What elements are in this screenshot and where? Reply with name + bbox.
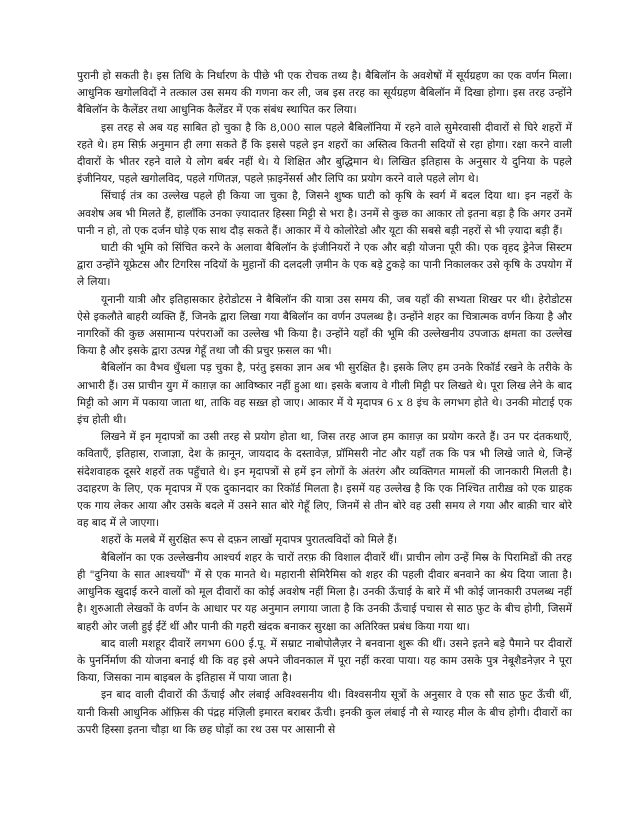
paragraph-4: घाटी की भूमि को सिंचित करने के अलावा बैबिलॉन के इंजीनियरों ने एक और बड़ी योजना पूरी की। एक वृहद ड्रेनेज सिस्टम द्वारा उन्होंने यूफ्रेटस और टिगरिस नदियों के मुहानों की दलदली ज़मीन के एक बड़े टुकड़े का पानी निकालकर उसे कृषि के उपयोग में ले लिया। [77,242,572,289]
paragraph-3: सिंचाई तंत्र का उल्लेख पहले ही किया जा चुका है, जिसने शुष्क घाटी को कृषि के स्वर्ग में बदल दिया था। इन नहरों के अवशेष अब भी मिलते हैं, हालाँकि उनका ज़्यादातर हिस्सा मिट्टी से भरा है। उनमें से कुछ का आकार तो इतना बड़ा है कि अगर उनमें पानी न हो, तो एक दर्जन घोड़े एक साथ दौड़ सकते हैं। आकार में ये कोलोरेडो और यूटा की सबसे बड़ी नहरों से भी ज़्यादा बड़ी हैं। [77,190,572,237]
paragraph-8: शहरों के मलबे में सुरक्षित रूप से दफ़न लाखों मृदापत्र पुरातत्वविदों को मिले हैं। [101,534,398,547]
paragraph-7: लिखने में इन मृदापत्रों का उसी तरह से प्रयोग होता था, जिस तरह आज हम काग़ज़ का प्रयोग करते हैं। उन पर दंतकथाएँ, कविताएँ, इतिहास, राजाज्ञा, देश के क़ानून, जायदाद के दस्तावेज़, प्रॉमिसरी नोट और यहाँ तक कि पत्र भी लिखे जाते थे, जिन्हें संदेशवाहक दूसरे शहरों तक पहुँचाते थे। इन मृदापत्रों से हमें इन लोगों के अंतरंग और व्यक्तिगत मामलों की जानकारी मिलती है। उदाहरण के लिए, एक मृदापत्र में एक दुकानदार का रिकॉर्ड मिलता है। इसमें यह उल्लेख है कि एक निश्चित तारीख़ को एक ग्राहक एक गाय लेकर आया और उसके बदले में उसने सात बोरे गेहूँ लिए, जिनमें से तीन बोरे वह उसी समय ले गया और बाक़ी चार बोरे वह बाद में ले जाएगा। [77,431,572,530]
paragraph-9: बैबिलॉन का एक उल्लेखनीय आश्चर्य शहर के चारों तरफ़ की विशाल दीवारें थीं। प्राचीन लोग उन्हें मिस्र के पिरामिडों की तरह ही "दुनिया के सात आश्चर्यों" में से एक मानते थे। महारानी सेमिरैमिस को शहर की पहली दीवार बनवाने का श्रेय दिया जाता है। आधुनिक खुदाई करने वालों को मूल दीवारों का कोई अवशेष नहीं मिला है। उनकी ऊँचाई के बारे में भी कोई जानकारी उपलब्ध नहीं है। शुरुआती लेखकों के वर्णन के आधार पर यह अनुमान लगाया जाता है कि उनकी ऊँचाई पचास से साठ फ़ुट के बीच होगी, जिसमें बाहरी ओर जली हुई ईंटें थीं और पानी की गहरी खंदक बनाकर सुरक्षा का अतिरिक्त प्रबंध किया गया था। [77,551,572,633]
paragraph-1: पुरानी हो सकती है। इस तिथि के निर्धारण के पीछे भी एक रोचक तथ्य है। बैबिलॉन के अवशेषों में सूर्यग्रहण का एक वर्णन मिला। आधुनिक खगोलविदों ने तत्काल उस समय की गणना कर ली, जब इस तरह का सूर्यग्रहण बैबिलॉन में दिखा होगा। इस तरह उन्होंने बैबिलॉन के कैलेंडर तथा आधुनिक कैलेंडर में एक संबंध स्थापित कर लिया। [77,70,572,117]
paragraph-5: यूनानी यात्री और इतिहासकार हेरोडोटस ने बैबिलॉन की यात्रा उस समय की, जब यहाँ की सभ्यता शिखर पर थी। हेरोडोटस ऐसे इकलौते बाहरी व्यक्ति हैं, जिनके द्वारा लिखा गया बैबिलॉन का वर्णन उपलब्ध है। उन्होंने शहर का चित्रात्मक वर्णन किया है और नागरिकों की कुछ असामान्य परंपराओं का उल्लेख भी किया है। उन्होंने यहाँ की भूमि की उल्लेखनीय उपजाऊ क्षमता का उल्लेख किया है और इसके द्वारा उत्पन्न गेहूँ तथा जौ की प्रचुर फ़सल का भी। [77,293,572,358]
paragraph-6: बैबिलॉन का वैभव धुँधला पड़ चुका है, परंतु इसका ज्ञान अब भी सुरक्षित है। इसके लिए हम उनके रिकॉर्ड रखने के तरीके के आभारी हैं। उस प्राचीन युग में काग़ज़ का आविष्कार नहीं हुआ था। इसके बजाय वे गीली मिट्टी पर लिखते थे। पूरा लिख लेने के बाद मिट्टी को आग में पकाया जाता था, ताकि वह सख़्त हो जाए। आकार में ये मृदापत्र 6 x 8 इंच के लगभग होते थे। उनकी मोटाई एक इंच होती थी। [77,362,572,427]
paragraph-2: इस तरह से अब यह साबित हो चुका है कि 8,000 साल पहले बैबिलॉनिया में रहने वाले सुमेरवासी दीवारों से घिरे शहरों में रहते थे। हम सिर्फ़ अनुमान ही लगा सकते हैं कि इससे पहले इन शहरों का अस्तित्व कितनी सदियों से रहा होगा। रक्षा करने वाली दीवारों के भीतर रहने वाले ये लोग बर्बर नहीं थे। ये शिक्षित और बुद्धिमान थे। लिखित इतिहास के अनुसार ये दुनिया के पहले इंजीनियर, पहले खगोलविद, पहले गणितज्ञ, पहले फ़ाइनेंसर्स और लिपि का प्रयोग करने वाले पहले लोग थे। [77,121,572,186]
paragraph-11: इन बाद वाली दीवारों की ऊँचाई और लंबाई अविश्वसनीय थी। विश्वसनीय सूत्रों के अनुसार वे एक सौ साठ फ़ुट ऊँची थीं, यानी किसी आधुनिक ऑफ़िस की पंद्रह मंज़िली इमारत बराबर ऊँची। इनकी कुल लंबाई नौ से ग्यारह मील के बीच होगी। दीवारों का ऊपरी हिस्सा इतना चौड़ा था कि छह घोड़ों का रथ उस पर आसानी से [77,689,572,736]
paragraph-10: बाद वाली मशहूर दीवारें लगभग 600 ई.पू. में सम्राट नाबोपोलैज़र ने बनवाना शुरू की थीं। उसने इतने बड़े पैमाने पर दीवारों के पुनर्निर्माण की योजना बनाई थी कि वह इसे अपने जीवनकाल में पूरा नहीं करवा पाया। यह काम उसके पुत्र नेबूशैडनेज़र ने पूरा किया, जिसका नाम बाइबल के इतिहास में पाया जाता है। [77,637,572,685]
